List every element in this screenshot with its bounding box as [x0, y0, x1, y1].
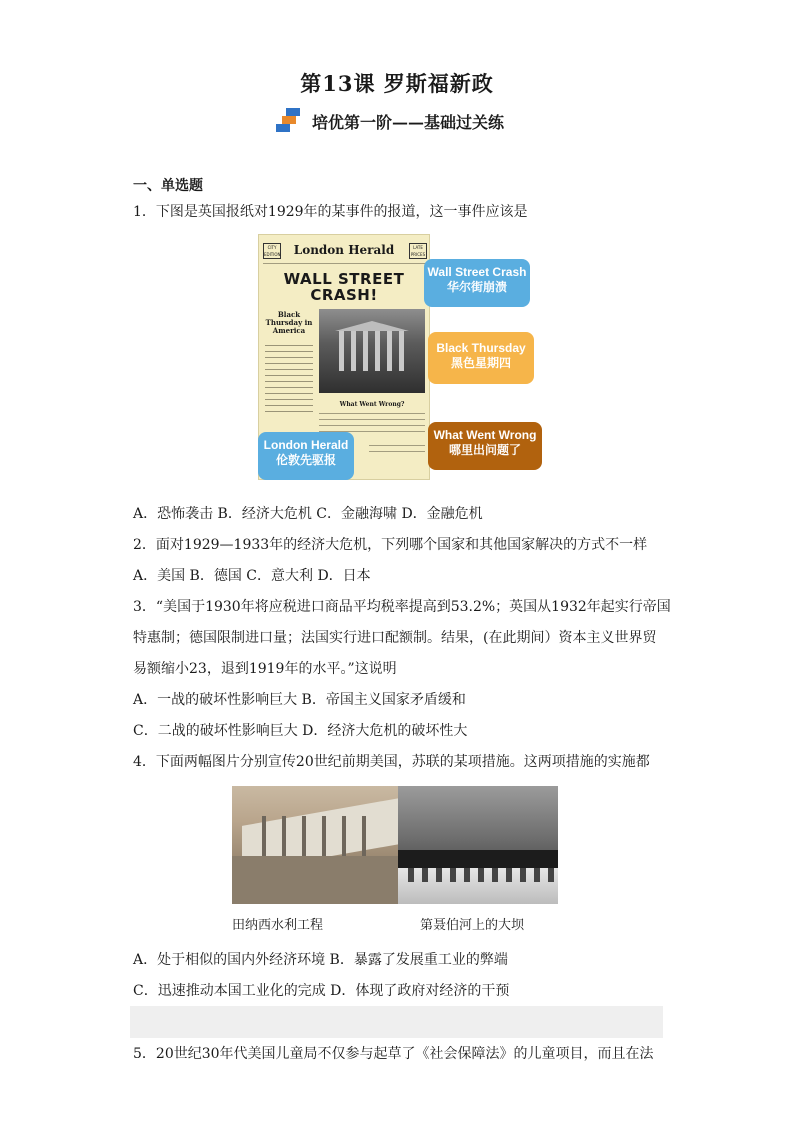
- question-3-stem-line-1: 3．“美国于1930年将应税进口商品平均税率提高到53.2%；英国从1932年起实行帝国: [133, 599, 671, 615]
- caption-dnieper: 第聂伯河上的大坝: [420, 918, 525, 933]
- prices-box: LATE PRICES: [410, 245, 426, 257]
- question-4-stem: 4．下面两幅图片分别宣传20世纪前期美国，苏联的某项措施。这两项措施的实施都: [133, 754, 650, 770]
- question-2-stem: 2．面对1929—1933年的经济大危机，下列哪个国家和其他国家解决的方式不一样: [133, 537, 648, 553]
- newspaper-kicker: Black Thursday in America: [265, 310, 313, 335]
- newspaper-headline: WALL STREET CRASH!: [283, 270, 405, 304]
- question-3-stem-line-2: 特惠制；德国限制进口量；法国实行进口配额制。结果，(在此期间）资本主义世界贸: [133, 630, 657, 646]
- callout-wall-street-crash: Wall Street Crash 华尔街崩溃: [424, 259, 530, 307]
- newspaper-inner-heading: What Went Wrong?: [339, 401, 405, 408]
- question-5-stem: 5．20世纪30年代美国儿童局不仅参与起草了《社会保障法》的儿童项目，而且在法: [133, 1046, 654, 1062]
- edition-box: CITY EDITION: [264, 245, 281, 257]
- section-heading: 一、单选题: [133, 178, 203, 194]
- tennessee-dam-photo: [232, 786, 398, 904]
- dnieper-dam-photo: [398, 786, 558, 904]
- callout-what-went-wrong: What Went Wrong 哪里出问题了: [428, 422, 542, 470]
- question-3-stem-line-3: 易额缩小23，退到1919年的水平。”这说明: [133, 661, 397, 677]
- newspaper-figure: [258, 234, 542, 480]
- subtitle-block: [276, 106, 504, 136]
- question-1-options: A．恐怖袭击 B．经济大危机 C．金融海啸 D．金融危机: [133, 506, 483, 522]
- stock-exchange-photo: [319, 309, 425, 393]
- question-2-options: A．美国 B．德国 C．意大利 D．日本: [133, 568, 371, 584]
- caption-tennessee: 田纳西水利工程: [232, 918, 324, 933]
- newspaper-masthead: London Herald: [293, 243, 395, 257]
- stairs-icon: [276, 108, 308, 134]
- question-4-options-line-2: C．迅速推动本国工业化的完成 D．体现了政府对经济的干预: [133, 983, 510, 999]
- answer-shaded-area: [130, 1006, 663, 1038]
- question-3-options-line-2: C．二战的破坏性影响巨大 D．经济大危机的破坏性大: [133, 723, 468, 739]
- dams-figure: [232, 786, 558, 904]
- question-4-options-line-1: A．处于相似的国内外经济环境 B．暴露了发展重工业的弊端: [133, 952, 508, 968]
- callout-black-thursday: Black Thursday 黑色星期四: [428, 332, 534, 384]
- question-1-stem: 1．下图是英国报纸对1929年的某事件的报道，这一事件应该是: [133, 204, 528, 220]
- callout-london-herald: London Herald 伦敦先驱报: [258, 432, 354, 480]
- question-3-options-line-1: A．一战的破坏性影响巨大 B．帝国主义国家矛盾缓和: [133, 692, 466, 708]
- page-title: 第13课 罗斯福新政: [300, 71, 494, 96]
- subtitle: 培优第一阶——基础过关练: [312, 112, 505, 132]
